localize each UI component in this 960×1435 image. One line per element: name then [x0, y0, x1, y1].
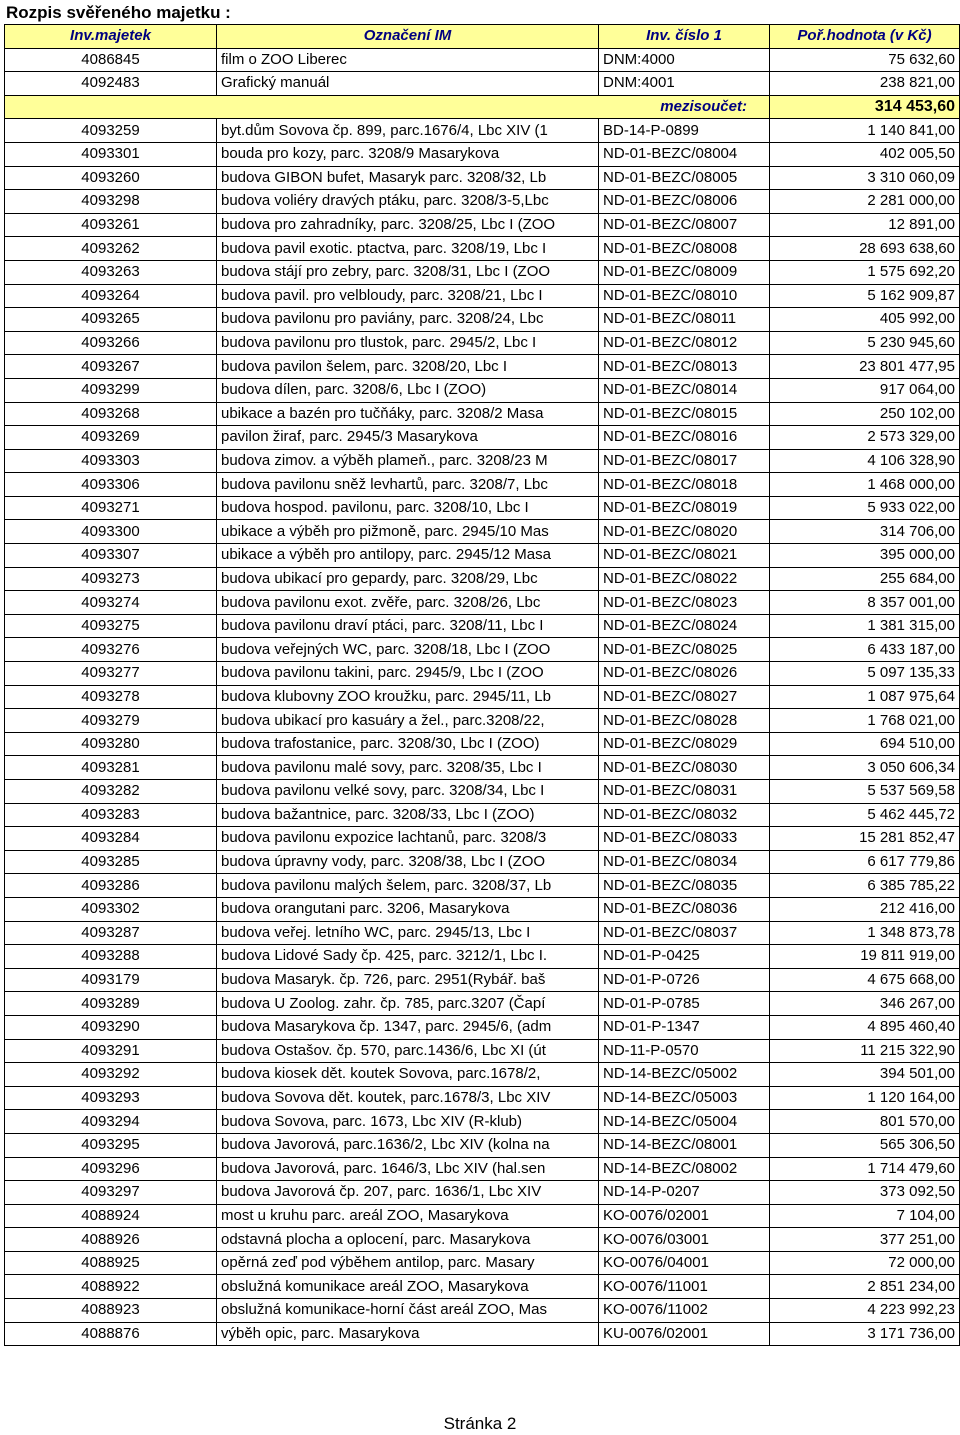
cell-inv-cislo: ND-01-P-0425 — [599, 945, 770, 969]
table-row — [5, 496, 960, 520]
cell-hodnota: 395 000,00 — [770, 544, 960, 568]
cell-inv-cislo: ND-01-BEZC/08028 — [599, 709, 770, 733]
cell-oznaceni: opěrná zeď pod výběhem antilop, parc. Masary — [217, 1251, 599, 1275]
table-row — [5, 732, 960, 756]
table-row — [5, 756, 960, 780]
table-row — [5, 921, 960, 945]
table-row — [5, 1063, 960, 1087]
cell-inv-cislo: ND-01-BEZC/08016 — [599, 426, 770, 450]
cell-oznaceni: budova Masarykova čp. 1347, parc. 2945/6, (adm — [217, 1015, 599, 1039]
cell-inv-majetek: 4093268 — [5, 402, 217, 426]
cell-inv-majetek: 4093291 — [5, 1039, 217, 1063]
cell-oznaceni: budova pavilonu malé sovy, parc. 3208/35, Lbc I — [217, 756, 599, 780]
cell-inv-majetek: 4093275 — [5, 614, 217, 638]
cell-inv-cislo: ND-01-BEZC/08025 — [599, 638, 770, 662]
cell-inv-cislo: ND-01-BEZC/08034 — [599, 850, 770, 874]
asset-table — [4, 24, 960, 1346]
table-row — [5, 567, 960, 591]
cell-inv-majetek: 4093261 — [5, 213, 217, 237]
cell-oznaceni: budova pavilonu takini, parc. 2945/9, Lbc I (ZOO — [217, 662, 599, 686]
cell-inv-majetek: 4086845 — [5, 48, 217, 72]
table-row — [5, 780, 960, 804]
cell-hodnota: 314 706,00 — [770, 520, 960, 544]
table-row — [5, 190, 960, 214]
cell-hodnota: 5 933 022,00 — [770, 496, 960, 520]
cell-oznaceni: budova ubikací pro gepardy, parc. 3208/29, Lbc — [217, 567, 599, 591]
table-row — [5, 662, 960, 686]
cell-oznaceni: budova veřej. letního WC, parc. 2945/13, Lbc I — [217, 921, 599, 945]
cell-hodnota: 694 510,00 — [770, 732, 960, 756]
cell-inv-cislo: ND-01-BEZC/08029 — [599, 732, 770, 756]
cell-inv-cislo: ND-01-BEZC/08008 — [599, 237, 770, 261]
col-header-inv-cislo: Inv. číslo 1 — [599, 25, 770, 49]
cell-hodnota: 1 714 479,60 — [770, 1157, 960, 1181]
cell-inv-cislo: KO-0076/11002 — [599, 1299, 770, 1323]
cell-inv-majetek: 4093289 — [5, 992, 217, 1016]
cell-inv-cislo: BD-14-P-0899 — [599, 119, 770, 143]
cell-inv-majetek: 4093288 — [5, 945, 217, 969]
table-row — [5, 1039, 960, 1063]
cell-oznaceni: budova Javorová, parc.1636/2, Lbc XIV (kolna na — [217, 1133, 599, 1157]
table-row — [5, 119, 960, 143]
cell-inv-cislo: ND-01-P-0726 — [599, 968, 770, 992]
cell-hodnota: 4 895 460,40 — [770, 1015, 960, 1039]
cell-hodnota: 6 385 785,22 — [770, 874, 960, 898]
cell-oznaceni: budova pavil. pro velbloudy, parc. 3208/21, Lbc I — [217, 284, 599, 308]
cell-oznaceni: ubikace a výběh pro antilopy, parc. 2945/12 Masa — [217, 544, 599, 568]
cell-inv-cislo: DNM:4000 — [599, 48, 770, 72]
cell-inv-majetek: 4093271 — [5, 496, 217, 520]
cell-hodnota: 212 416,00 — [770, 897, 960, 921]
cell-oznaceni: budova voliéry dravých ptáku, parc. 3208/3-5,Lbc — [217, 190, 599, 214]
table-row — [5, 945, 960, 969]
cell-inv-cislo: KO-0076/11001 — [599, 1275, 770, 1299]
cell-inv-majetek: 4093286 — [5, 874, 217, 898]
table-row — [5, 685, 960, 709]
cell-oznaceni: budova Masaryk. čp. 726, parc. 2951(Rybář. baš — [217, 968, 599, 992]
cell-inv-cislo: ND-01-BEZC/08037 — [599, 921, 770, 945]
cell-inv-majetek: 4093259 — [5, 119, 217, 143]
cell-oznaceni: byt.dům Sovova čp. 899, parc.1676/4, Lbc XIV (1 — [217, 119, 599, 143]
cell-hodnota: 1 768 021,00 — [770, 709, 960, 733]
cell-oznaceni: budova GIBON bufet, Masaryk parc. 3208/32, Lb — [217, 166, 599, 190]
cell-hodnota: 1 468 000,00 — [770, 473, 960, 497]
cell-inv-majetek: 4093284 — [5, 827, 217, 851]
cell-inv-cislo: ND-01-BEZC/08033 — [599, 827, 770, 851]
cell-oznaceni: budova pavilonu draví ptáci, parc. 3208/11, Lbc I — [217, 614, 599, 638]
cell-hodnota: 1 575 692,20 — [770, 260, 960, 284]
cell-inv-cislo: ND-14-BEZC/05003 — [599, 1086, 770, 1110]
cell-inv-majetek: 4093287 — [5, 921, 217, 945]
cell-inv-cislo: ND-01-BEZC/08010 — [599, 284, 770, 308]
cell-oznaceni: budova pavilon šelem, parc. 3208/20, Lbc I — [217, 355, 599, 379]
cell-hodnota: 250 102,00 — [770, 402, 960, 426]
cell-inv-majetek: 4088925 — [5, 1251, 217, 1275]
cell-inv-cislo: KU-0076/02001 — [599, 1322, 770, 1346]
cell-inv-majetek: 4093277 — [5, 662, 217, 686]
table-row — [5, 1086, 960, 1110]
subtotal-value: 314 453,60 — [770, 95, 960, 119]
subtotal-row — [5, 95, 960, 119]
cell-inv-majetek: 4093302 — [5, 897, 217, 921]
cell-oznaceni: výběh opic, parc. Masarykova — [217, 1322, 599, 1346]
cell-oznaceni: budova pavilonu sněž levhartů, parc. 3208/7, Lbc — [217, 473, 599, 497]
cell-oznaceni: budova veřejných WC, parc. 3208/18, Lbc I (ZOO — [217, 638, 599, 662]
cell-inv-cislo: ND-01-BEZC/08019 — [599, 496, 770, 520]
cell-oznaceni: budova pavilonu exot. zvěře, parc. 3208/26, Lbc — [217, 591, 599, 615]
table-row — [5, 1157, 960, 1181]
cell-hodnota: 255 684,00 — [770, 567, 960, 591]
cell-inv-majetek: 4088924 — [5, 1204, 217, 1228]
cell-oznaceni: budova Ostašov. čp. 570, parc.1436/6, Lbc XI (út — [217, 1039, 599, 1063]
cell-inv-cislo: ND-01-BEZC/08022 — [599, 567, 770, 591]
cell-inv-cislo: ND-01-BEZC/08014 — [599, 378, 770, 402]
table-row — [5, 544, 960, 568]
table-row — [5, 850, 960, 874]
cell-inv-majetek: 4093263 — [5, 260, 217, 284]
cell-inv-cislo: ND-01-BEZC/08004 — [599, 142, 770, 166]
cell-hodnota: 1 381 315,00 — [770, 614, 960, 638]
cell-inv-majetek: 4093266 — [5, 331, 217, 355]
table-row — [5, 638, 960, 662]
col-header-oznaceni: Označení IM — [217, 25, 599, 49]
table-row — [5, 402, 960, 426]
cell-inv-cislo: ND-01-BEZC/08009 — [599, 260, 770, 284]
cell-oznaceni: budova pavilonu expozice lachtanů, parc. 3208/3 — [217, 827, 599, 851]
cell-hodnota: 565 306,50 — [770, 1133, 960, 1157]
cell-oznaceni: budova Javorová čp. 207, parc. 1636/1, Lbc XIV — [217, 1181, 599, 1205]
cell-hodnota: 238 821,00 — [770, 72, 960, 96]
table-row — [5, 1251, 960, 1275]
subtotal-blank — [217, 95, 599, 119]
table-row — [5, 709, 960, 733]
cell-hodnota: 4 106 328,90 — [770, 449, 960, 473]
cell-hodnota: 2 281 000,00 — [770, 190, 960, 214]
table-row — [5, 378, 960, 402]
cell-inv-majetek: 4093293 — [5, 1086, 217, 1110]
cell-inv-majetek: 4093264 — [5, 284, 217, 308]
cell-inv-cislo: ND-01-BEZC/08031 — [599, 780, 770, 804]
cell-hodnota: 19 811 919,00 — [770, 945, 960, 969]
cell-hodnota: 3 310 060,09 — [770, 166, 960, 190]
table-row — [5, 48, 960, 72]
table-row — [5, 331, 960, 355]
cell-inv-majetek: 4093262 — [5, 237, 217, 261]
cell-inv-cislo: KO-0076/03001 — [599, 1228, 770, 1252]
cell-inv-majetek: 4093306 — [5, 473, 217, 497]
cell-inv-cislo: ND-01-BEZC/08018 — [599, 473, 770, 497]
cell-oznaceni: ubikace a bazén pro tučňáky, parc. 3208/2 Masa — [217, 402, 599, 426]
cell-oznaceni: budova pavilonu pro paviány, parc. 3208/24, Lbc — [217, 308, 599, 332]
table-row — [5, 213, 960, 237]
header-row — [5, 25, 960, 49]
cell-inv-cislo: ND-01-BEZC/08011 — [599, 308, 770, 332]
cell-oznaceni: budova U Zoolog. zahr. čp. 785, parc.3207 (Čapí — [217, 992, 599, 1016]
cell-hodnota: 5 537 569,58 — [770, 780, 960, 804]
cell-hodnota: 377 251,00 — [770, 1228, 960, 1252]
table-row — [5, 1322, 960, 1346]
cell-inv-majetek: 4093269 — [5, 426, 217, 450]
table-row — [5, 591, 960, 615]
cell-oznaceni: most u kruhu parc. areál ZOO, Masarykova — [217, 1204, 599, 1228]
cell-inv-cislo: ND-01-P-0785 — [599, 992, 770, 1016]
cell-inv-cislo: ND-14-BEZC/05002 — [599, 1063, 770, 1087]
table-row — [5, 1110, 960, 1134]
cell-oznaceni: budova orangutani parc. 3206, Masarykova — [217, 897, 599, 921]
table-row — [5, 1275, 960, 1299]
cell-oznaceni: Grafický manuál — [217, 72, 599, 96]
table-row — [5, 1299, 960, 1323]
cell-hodnota: 15 281 852,47 — [770, 827, 960, 851]
cell-hodnota: 1 348 873,78 — [770, 921, 960, 945]
cell-inv-cislo: ND-01-BEZC/08017 — [599, 449, 770, 473]
cell-inv-cislo: ND-14-BEZC/05004 — [599, 1110, 770, 1134]
subtotal-label: mezisoučet: — [599, 95, 770, 119]
cell-oznaceni: budova pro zahradníky, parc. 3208/25, Lbc I (ZOO — [217, 213, 599, 237]
table-row — [5, 992, 960, 1016]
table-row — [5, 284, 960, 308]
col-header-hodnota: Poř.hodnota (v Kč) — [770, 25, 960, 49]
cell-oznaceni: obslužná komunikace-horní část areál ZOO, Mas — [217, 1299, 599, 1323]
table-row — [5, 520, 960, 544]
cell-oznaceni: budova Sovova, parc. 1673, Lbc XIV (R-klub) — [217, 1110, 599, 1134]
cell-hodnota: 373 092,50 — [770, 1181, 960, 1205]
cell-inv-cislo: ND-01-BEZC/08012 — [599, 331, 770, 355]
cell-hodnota: 28 693 638,60 — [770, 237, 960, 261]
cell-hodnota: 23 801 477,95 — [770, 355, 960, 379]
cell-inv-cislo: KO-0076/02001 — [599, 1204, 770, 1228]
cell-inv-majetek: 4088922 — [5, 1275, 217, 1299]
cell-inv-majetek: 4093276 — [5, 638, 217, 662]
table-row — [5, 72, 960, 96]
cell-hodnota: 346 267,00 — [770, 992, 960, 1016]
cell-inv-cislo: ND-01-BEZC/08036 — [599, 897, 770, 921]
table-row — [5, 897, 960, 921]
cell-hodnota: 5 462 445,72 — [770, 803, 960, 827]
cell-hodnota: 1 120 164,00 — [770, 1086, 960, 1110]
cell-oznaceni: budova klubovny ZOO kroužku, parc. 2945/11, Lb — [217, 685, 599, 709]
table-row — [5, 473, 960, 497]
table-row — [5, 968, 960, 992]
page-title: Rozpis svěřeného majetku : — [6, 3, 231, 22]
cell-hodnota: 801 570,00 — [770, 1110, 960, 1134]
cell-inv-majetek: 4093274 — [5, 591, 217, 615]
cell-inv-cislo: ND-01-BEZC/08021 — [599, 544, 770, 568]
cell-oznaceni: ubikace a výběh pro pižmoně, parc. 2945/10 Mas — [217, 520, 599, 544]
cell-oznaceni: budova trafostanice, parc. 3208/30, Lbc I (ZOO) — [217, 732, 599, 756]
cell-inv-cislo: ND-01-BEZC/08035 — [599, 874, 770, 898]
cell-hodnota: 394 501,00 — [770, 1063, 960, 1087]
cell-inv-cislo: ND-11-P-0570 — [599, 1039, 770, 1063]
cell-oznaceni: budova ubikací pro kasuáry a žel., parc.3208/22, — [217, 709, 599, 733]
table-row — [5, 1181, 960, 1205]
cell-oznaceni: budova hospod. pavilonu, parc. 3208/10, Lbc I — [217, 496, 599, 520]
table-row — [5, 1204, 960, 1228]
page-footer: Stránka 2 — [443, 1414, 517, 1433]
cell-inv-majetek: 4093294 — [5, 1110, 217, 1134]
cell-hodnota: 2 573 329,00 — [770, 426, 960, 450]
cell-inv-majetek: 4093301 — [5, 142, 217, 166]
table-row — [5, 237, 960, 261]
cell-inv-cislo: ND-01-BEZC/08026 — [599, 662, 770, 686]
cell-inv-majetek: 4093292 — [5, 1063, 217, 1087]
cell-inv-majetek: 4093300 — [5, 520, 217, 544]
cell-inv-majetek: 4093283 — [5, 803, 217, 827]
cell-hodnota: 7 104,00 — [770, 1204, 960, 1228]
cell-oznaceni: budova dílen, parc. 3208/6, Lbc I (ZOO) — [217, 378, 599, 402]
cell-inv-majetek: 4093285 — [5, 850, 217, 874]
cell-oznaceni: budova bažantnice, parc. 3208/33, Lbc I (ZOO) — [217, 803, 599, 827]
cell-hodnota: 12 891,00 — [770, 213, 960, 237]
cell-inv-cislo: ND-01-BEZC/08020 — [599, 520, 770, 544]
cell-hodnota: 4 223 992,23 — [770, 1299, 960, 1323]
cell-oznaceni: odstavná plocha a oplocení, parc. Masarykova — [217, 1228, 599, 1252]
cell-hodnota: 917 064,00 — [770, 378, 960, 402]
cell-inv-majetek: 4093278 — [5, 685, 217, 709]
table-row — [5, 874, 960, 898]
cell-inv-cislo: ND-01-BEZC/08027 — [599, 685, 770, 709]
cell-inv-majetek: 4093295 — [5, 1133, 217, 1157]
cell-inv-majetek: 4092483 — [5, 72, 217, 96]
cell-hodnota: 8 357 001,00 — [770, 591, 960, 615]
cell-oznaceni: budova pavilonu pro tlustok, parc. 2945/2, Lbc I — [217, 331, 599, 355]
cell-oznaceni: budova pavil exotic. ptactva, parc. 3208/19, Lbc I — [217, 237, 599, 261]
cell-hodnota: 72 000,00 — [770, 1251, 960, 1275]
cell-inv-majetek: 4088923 — [5, 1299, 217, 1323]
cell-hodnota: 402 005,50 — [770, 142, 960, 166]
cell-hodnota: 5 162 909,87 — [770, 284, 960, 308]
table-row — [5, 260, 960, 284]
table-row — [5, 1133, 960, 1157]
cell-hodnota: 3 171 736,00 — [770, 1322, 960, 1346]
cell-inv-majetek: 4093290 — [5, 1015, 217, 1039]
table-row — [5, 1015, 960, 1039]
cell-inv-cislo: ND-01-BEZC/08023 — [599, 591, 770, 615]
cell-inv-majetek: 4093273 — [5, 567, 217, 591]
cell-hodnota: 5 230 945,60 — [770, 331, 960, 355]
cell-inv-cislo: DNM:4001 — [599, 72, 770, 96]
cell-inv-majetek: 4093307 — [5, 544, 217, 568]
cell-inv-cislo: KO-0076/04001 — [599, 1251, 770, 1275]
cell-oznaceni: obslužná komunikace areál ZOO, Masarykova — [217, 1275, 599, 1299]
cell-oznaceni: budova Sovova dět. koutek, parc.1678/3, Lbc XIV — [217, 1086, 599, 1110]
cell-hodnota: 6 617 779,86 — [770, 850, 960, 874]
cell-inv-majetek: 4093179 — [5, 968, 217, 992]
cell-inv-cislo: ND-14-BEZC/08001 — [599, 1133, 770, 1157]
cell-inv-majetek: 4088876 — [5, 1322, 217, 1346]
subtotal-blank — [5, 95, 217, 119]
cell-oznaceni: budova Javorová, parc. 1646/3, Lbc XIV (hal.sen — [217, 1157, 599, 1181]
col-header-inv-majetek: Inv.majetek — [5, 25, 217, 49]
cell-inv-majetek: 4093296 — [5, 1157, 217, 1181]
table-row — [5, 355, 960, 379]
cell-inv-majetek: 4093281 — [5, 756, 217, 780]
cell-oznaceni: budova kiosek dět. koutek Sovova, parc.1678/2, — [217, 1063, 599, 1087]
cell-inv-majetek: 4093298 — [5, 190, 217, 214]
cell-hodnota: 75 632,60 — [770, 48, 960, 72]
cell-inv-majetek: 4093299 — [5, 378, 217, 402]
cell-inv-cislo: ND-01-BEZC/08007 — [599, 213, 770, 237]
cell-hodnota: 11 215 322,90 — [770, 1039, 960, 1063]
cell-inv-majetek: 4093265 — [5, 308, 217, 332]
cell-hodnota: 1 140 841,00 — [770, 119, 960, 143]
cell-oznaceni: pavilon žiraf, parc. 2945/3 Masarykova — [217, 426, 599, 450]
table-row — [5, 803, 960, 827]
cell-hodnota: 6 433 187,00 — [770, 638, 960, 662]
table-row — [5, 308, 960, 332]
cell-inv-majetek: 4093297 — [5, 1181, 217, 1205]
cell-hodnota: 3 050 606,34 — [770, 756, 960, 780]
cell-inv-cislo: ND-01-BEZC/08006 — [599, 190, 770, 214]
table-row — [5, 426, 960, 450]
cell-inv-majetek: 4093260 — [5, 166, 217, 190]
cell-inv-cislo: ND-01-BEZC/08032 — [599, 803, 770, 827]
cell-oznaceni: film o ZOO Liberec — [217, 48, 599, 72]
cell-inv-majetek: 4093282 — [5, 780, 217, 804]
cell-oznaceni: budova stájí pro zebry, parc. 3208/31, Lbc I (ZOO — [217, 260, 599, 284]
cell-oznaceni: budova Lidové Sady čp. 425, parc. 3212/1, Lbc I. — [217, 945, 599, 969]
cell-oznaceni: budova pavilonu malých šelem, parc. 3208/37, Lb — [217, 874, 599, 898]
table-row — [5, 614, 960, 638]
cell-oznaceni: budova zimov. a výběh plameň., parc. 3208/23 M — [217, 449, 599, 473]
cell-oznaceni: budova úpravny vody, parc. 3208/38, Lbc I (ZOO — [217, 850, 599, 874]
cell-hodnota: 405 992,00 — [770, 308, 960, 332]
table-row — [5, 1228, 960, 1252]
cell-inv-majetek: 4093279 — [5, 709, 217, 733]
cell-hodnota: 5 097 135,33 — [770, 662, 960, 686]
cell-inv-majetek: 4093280 — [5, 732, 217, 756]
table-row — [5, 166, 960, 190]
cell-inv-cislo: ND-01-BEZC/08030 — [599, 756, 770, 780]
cell-inv-majetek: 4088926 — [5, 1228, 217, 1252]
cell-inv-cislo: ND-01-BEZC/08013 — [599, 355, 770, 379]
cell-hodnota: 2 851 234,00 — [770, 1275, 960, 1299]
table-row — [5, 449, 960, 473]
cell-oznaceni: budova pavilonu velké sovy, parc. 3208/34, Lbc I — [217, 780, 599, 804]
cell-inv-cislo: ND-14-BEZC/08002 — [599, 1157, 770, 1181]
cell-inv-majetek: 4093303 — [5, 449, 217, 473]
cell-inv-cislo: ND-01-BEZC/08015 — [599, 402, 770, 426]
cell-inv-majetek: 4093267 — [5, 355, 217, 379]
table-row — [5, 827, 960, 851]
cell-inv-cislo: ND-01-BEZC/08005 — [599, 166, 770, 190]
cell-inv-cislo: ND-01-P-1347 — [599, 1015, 770, 1039]
table-row — [5, 142, 960, 166]
cell-hodnota: 1 087 975,64 — [770, 685, 960, 709]
cell-inv-cislo: ND-01-BEZC/08024 — [599, 614, 770, 638]
cell-hodnota: 4 675 668,00 — [770, 968, 960, 992]
cell-inv-cislo: ND-14-P-0207 — [599, 1181, 770, 1205]
cell-oznaceni: bouda pro kozy, parc. 3208/9 Masarykova — [217, 142, 599, 166]
